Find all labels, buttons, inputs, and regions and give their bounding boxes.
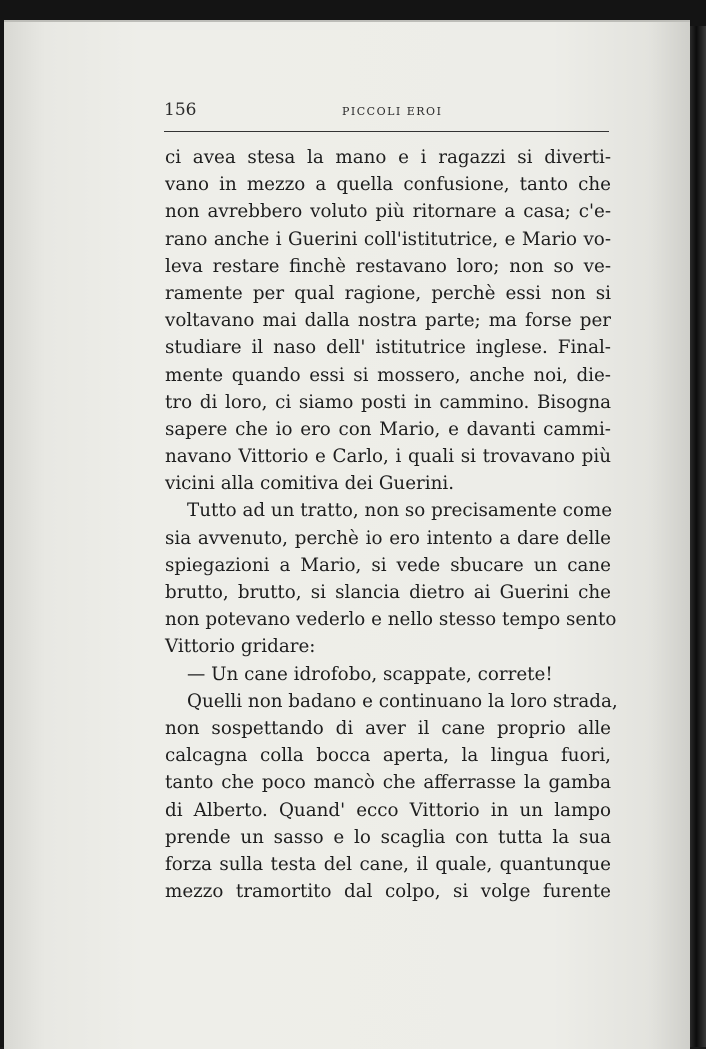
text-line: Vittorio gridare: bbox=[165, 636, 316, 658]
text-line: sapere che io ero con Mario, e davanti cammi- bbox=[165, 418, 611, 440]
text-line: spiegazioni a Mario, si vede sbucare un cane bbox=[165, 554, 611, 576]
text-line: navano Vittorio e Carlo, i quali si trovavano più bbox=[165, 446, 611, 468]
text-line: mezzo tramortito dal colpo, si volge furente bbox=[165, 881, 611, 903]
text-line: ramente per qual ragione, perchè essi non si bbox=[165, 282, 611, 304]
text-line: forza sulla testa del cane, il quale, quantunque bbox=[165, 853, 611, 875]
text-line: tro di loro, ci siamo posti in cammino. Bisogna bbox=[165, 391, 611, 413]
header-rule bbox=[164, 131, 609, 132]
book-binding-edge bbox=[690, 26, 706, 1047]
text-line: brutto, brutto, si slancia dietro ai Guerini che bbox=[165, 582, 611, 603]
text-line: non sospettando di aver il cane proprio alle bbox=[165, 717, 611, 739]
text-line: vano in mezzo a quella confusione, tanto che bbox=[165, 174, 611, 196]
text-line: studiare il naso dell' istitutrice inglese. Final- bbox=[165, 337, 611, 359]
text-line: Tutto ad un tratto, non so precisamente come bbox=[187, 500, 613, 522]
text-line: — Un cane idrofobo, scappate, correte! bbox=[187, 663, 553, 685]
text-line: non avrebbero voluto più ritornare a casa; c'e- bbox=[165, 201, 611, 223]
page-number: 156 bbox=[164, 100, 197, 120]
text-line: tanto che poco mancò che afferrasse la gamba bbox=[165, 772, 611, 794]
text-line: sia avvenuto, perchè io ero intento a dare delle bbox=[165, 527, 611, 549]
body-text bbox=[165, 144, 618, 905]
text-line: non potevano vederlo e nello stesso tempo sento bbox=[165, 609, 617, 631]
text-line: calcagna colla bocca aperta, la lingua fuori, bbox=[165, 745, 611, 767]
text-line: mente quando essi si mossero, anche noi, die- bbox=[165, 364, 611, 386]
text-line: vicini alla comitiva dei Guerini. bbox=[165, 473, 455, 495]
running-title: PICCOLI EROI bbox=[342, 105, 443, 118]
text-line: Quelli non badano e continuano la loro strada, bbox=[187, 690, 618, 712]
text-line: leva restare finchè restavano loro; non so ve- bbox=[165, 255, 611, 277]
text-line: di Alberto. Quand' ecco Vittorio in un lampo bbox=[165, 799, 611, 821]
page-header bbox=[164, 100, 610, 124]
text-line: ci avea stesa la mano e i ragazzi si diverti- bbox=[165, 147, 611, 168]
text-line: voltavano mai dalla nostra parte; ma forse per bbox=[165, 310, 611, 332]
text-line: prende un sasso e lo scaglia con tutta la sua bbox=[165, 826, 611, 848]
text-line: rano anche i Guerini coll'istitutrice, e Mario vo- bbox=[165, 228, 611, 250]
